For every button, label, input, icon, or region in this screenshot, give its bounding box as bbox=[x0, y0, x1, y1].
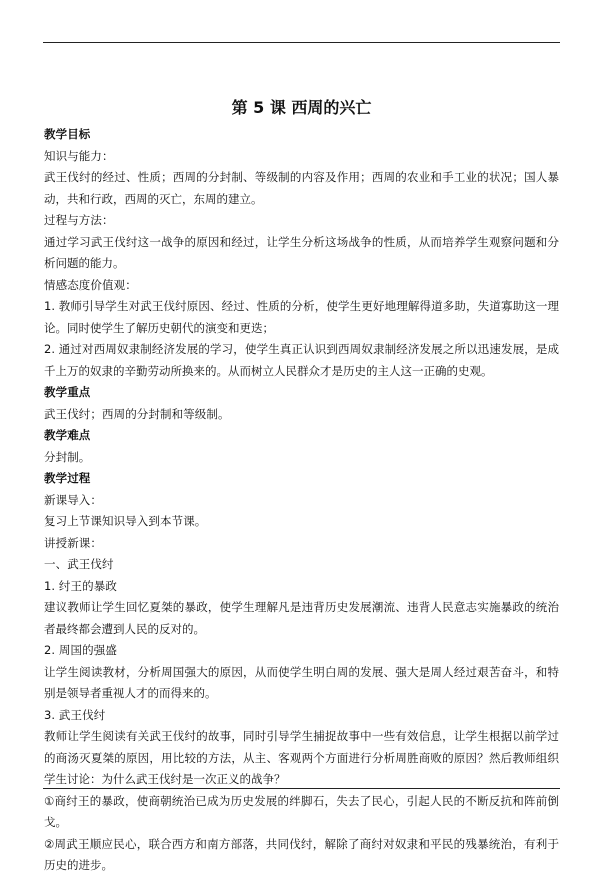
part1-heading: 一、武王伐纣 bbox=[44, 557, 114, 571]
goals-heading: 教学目标 bbox=[44, 127, 91, 141]
sub2-heading: 2. 周国的强盛 bbox=[44, 643, 117, 657]
knowledge-label: 知识与能力： bbox=[44, 148, 114, 163]
sub3-heading: 3. 武王伐纣 bbox=[44, 707, 106, 722]
point-2: ②周武王顺应民心，联合西方和南方部落，共同伐纣，解除了商纣对奴隶和平民的残暴统治，有利于历史的进步。 bbox=[44, 836, 559, 872]
process-label: 过程与方法： bbox=[44, 213, 114, 227]
attitude-item-2: 2. 通过对西周奴隶制经济发展的学习，使学生真正认识到西周奴隶制经济发展之所以迅速发展，是成千上万的奴隶的辛勤劳动所换来的。从而树立人民群众才是历史的主人这一正确的史观。 bbox=[44, 342, 559, 378]
sub2-text: 让学生阅读教材，分析周国强大的原因，从而使学生明白周的发展、强大是周人经过艰苦奋斗，和特别是领导者重视人才的而得来的。 bbox=[44, 664, 559, 700]
difficulty-text: 分封制。 bbox=[44, 449, 91, 464]
page-title: 第 5 课 西周的兴亡 bbox=[231, 98, 372, 117]
intro-label: 新课导入： bbox=[44, 492, 102, 507]
key-text: 武王伐纣；西周的分封制和等级制。 bbox=[44, 406, 230, 421]
document-body bbox=[44, 96, 559, 877]
new-lesson-label: 讲授新课： bbox=[44, 535, 102, 550]
sub3-text: 教师让学生阅读有关武王伐纣的故事，同时引导学生捕捉故事中一些有效信息，让学生根据以前学过的商汤灭夏桀的原因，用比较的方法，从主、客观两个方面进行分析周胜商败的原因？然后教师组织学生讨论：为什么武王伐纣是一次正义的战争？ bbox=[44, 729, 559, 786]
attitude-item-1: 1. 教师引导学生对武王伐纣原因、经过、性质的分析，使学生更好地理解得道多助，失道寡助这一理论。同时使学生了解历史朝代的演变和更迭； bbox=[44, 299, 559, 335]
intro-text: 复习上节课知识导入到本节课。 bbox=[44, 514, 207, 528]
knowledge-text: 武王伐纣的经过、性质；西周的分封制、等级制的内容及作用；西周的农业和手工业的状况；国人暴动，共和行政，西周的灭亡，东周的建立。 bbox=[44, 170, 559, 206]
sub1-text: 建议教师让学生回忆夏桀的暴政，使学生理解凡是违背历史发展潮流、违背人民意志实施暴政的统治者最终都会遭到人民的反对的。 bbox=[44, 600, 559, 636]
process-heading: 教学过程 bbox=[44, 471, 91, 485]
attitude-label: 情感态度价值观： bbox=[44, 277, 137, 292]
header-rule bbox=[43, 42, 560, 43]
difficulty-heading: 教学难点 bbox=[44, 428, 91, 442]
sub1-heading: 1. 纣王的暴政 bbox=[44, 578, 117, 593]
point-1: ①商纣王的暴政，使商朝统治已成为历史发展的绊脚石，失去了民心，引起人民的不断反抗和阵前倒戈。 bbox=[44, 793, 559, 829]
key-heading: 教学重点 bbox=[44, 385, 91, 399]
process-text: 通过学习武王伐纣这一战争的原因和经过，让学生分析这场战争的性质，从而培养学生观察问题和分析问题的能力。 bbox=[44, 234, 559, 270]
footer-rule bbox=[43, 788, 560, 789]
